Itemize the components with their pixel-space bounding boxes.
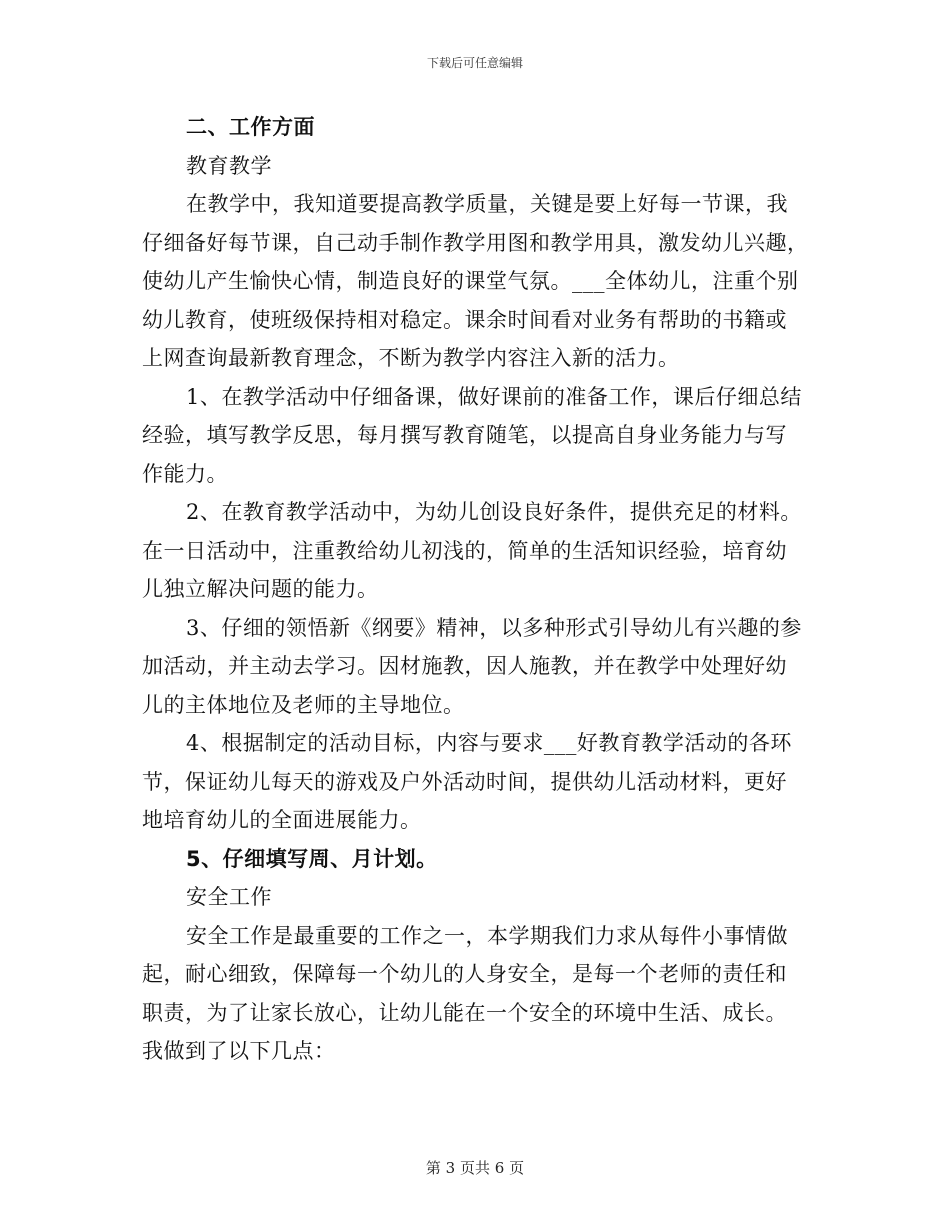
page-number: 第 3 页共 6 页 — [425, 1159, 525, 1177]
list-item-1: 1、在教学活动中仔细备课，做好课前的准备工作，课后仔细总结 — [186, 384, 802, 409]
paragraph-line: 地培育幼儿的全面进展能力。 — [142, 808, 422, 832]
paragraph-line: 仔细备好每节课，自己动手制作教学用图和教学用具，激发幼儿兴趣， — [142, 230, 809, 255]
paragraph-line: 儿的主体地位及老师的主导地位。 — [142, 692, 465, 717]
paragraph-line: 上网查询最新教育理念，不断为教学内容注入新的活力。 — [142, 346, 680, 370]
paragraph-line: 幼儿教育，使班级保持相对稳定。课余时间看对业务有帮助的书籍或 — [142, 307, 787, 332]
paragraph-line: 节，保证幼儿每天的游戏及户外活动时间，提供幼儿活动材料，更好 — [142, 769, 787, 794]
paragraph-line: 经验，填写教学反思，每月撰写教育随笔，以提高自身业务能力与写 — [142, 423, 787, 447]
list-item-4: 4、根据制定的活动目标，内容与要求___好教育教学活动的各环 — [186, 731, 792, 755]
paragraph-line: 职责，为了让家长放心，让幼儿能在一个安全的环境中生活、成长。 — [142, 1000, 787, 1025]
paragraph-line: 加活动，并主动去学习。因材施教，因人施教，并在教学中处理好幼 — [142, 654, 787, 678]
paragraph-line: 安全工作是最重要的工作之一，本学期我们力求从每件小事情做 — [186, 923, 788, 948]
page-header: 下载后可任意编辑 — [426, 56, 523, 70]
paragraph-line: 作能力。 — [142, 461, 228, 486]
document-body — [142, 108, 809, 1071]
paragraph-line: 起，耐心细致，保障每一个幼儿的人身安全，是每一个老师的责任和 — [142, 962, 787, 986]
paragraph-line: 儿独立解决问题的能力。 — [142, 577, 379, 601]
list-item-2: 2、在教育教学活动中，为幼儿创设良好条件，提供充足的材料。 — [186, 500, 802, 524]
subheading-safety: 安全工作 — [186, 885, 272, 909]
paragraph-line: 在教学中，我知道要提高教学质量，关键是要上好每一节课，我 — [186, 192, 788, 216]
paragraph-line: 我做到了以下几点： — [142, 1039, 336, 1063]
subheading-teaching: 教育教学 — [186, 153, 272, 178]
section-heading: 二、工作方面 — [186, 115, 315, 139]
paragraph-line: 在一日活动中，注重教给幼儿初浅的，简单的生活知识经验，培育幼 — [142, 538, 787, 563]
list-item-5: 5、仔细填写周、月计划。 — [186, 846, 438, 871]
list-item-3: 3、仔细的领悟新《纲要》精神，以多种形式引导幼儿有兴趣的参 — [186, 615, 802, 640]
paragraph-line: 使幼儿产生愉快心情，制造良好的课堂气氛。___全体幼儿，注重个别 — [142, 269, 799, 293]
